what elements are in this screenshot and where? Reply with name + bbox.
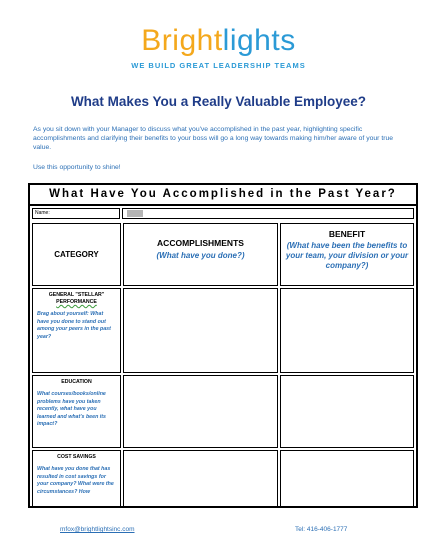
column-header-category [32,223,121,286]
tagline: WE BUILD GREAT LEADERSHIP TEAMS [131,61,306,70]
category-description: What have you done that has resulted in cost savings for your company? What were the circumstances? How [37,466,114,495]
category-title-line2: PERFORMANCE [56,299,97,305]
category-cell-cost-savings [32,450,121,508]
column-header-benefit-sub: (What have been the benefits to your team, your division or your company?) [285,241,409,270]
brightlights-logo [0,24,437,58]
logo-lights-text: lights [222,24,296,57]
name-field-filled-marker [127,210,143,217]
category-title [33,289,120,306]
category-title: COST SAVINGS [57,454,96,460]
category-title-line1: GENERAL "STELLAR" [48,292,105,298]
intro-paragraph: As you sit down with your Manager to discuss what you've accomplished in the past year, highlighting specific accomplishments and clarifying their benefits to your boss will go a long way towards making him/her aware of your true value. [33,126,394,151]
category-title: EDUCATION [61,379,92,385]
category-description: Brag about yourself: What have you done to stand out among your peers in the past year? [37,311,111,340]
form-banner: What Have You Accomplished in the Past Year? [30,185,416,206]
column-header-accomplishments [123,223,278,286]
column-header-accomplishments-label: ACCOMPLISHMENTS [157,238,244,248]
logo-bright-text: Bright [141,24,223,57]
category-cell-performance [32,288,121,373]
column-header-accomplishments-sub: (What have you done?) [156,251,245,260]
page-title: What Makes You a Really Valuable Employee? [70,94,367,109]
form-grid [30,223,416,508]
footer-email-link[interactable]: mfox@brightlightsinc.com [60,526,135,533]
category-cell-education [32,375,121,448]
shine-line: Use this opportunity to shine! [33,164,121,171]
column-header-benefit-label: BENEFIT [328,229,366,239]
benefit-input-cost-savings[interactable] [280,450,414,508]
accomplishment-input-education[interactable] [123,375,278,448]
accomplishment-input-performance[interactable] [123,288,278,373]
benefit-input-performance[interactable] [280,288,414,373]
column-header-category-label: CATEGORY [54,250,99,259]
column-header-benefit [280,223,414,286]
accomplishment-form [28,183,418,508]
name-label: Name: [32,208,120,219]
name-field[interactable] [122,208,414,219]
name-row [30,206,416,219]
accomplishment-input-cost-savings[interactable] [123,450,278,508]
benefit-input-education[interactable] [280,375,414,448]
category-description: What courses/books/online problems have you taken recently, what have you learned and what's been its impact? [37,391,106,428]
footer-telephone: Tel: 416-406-1777 [295,526,348,533]
